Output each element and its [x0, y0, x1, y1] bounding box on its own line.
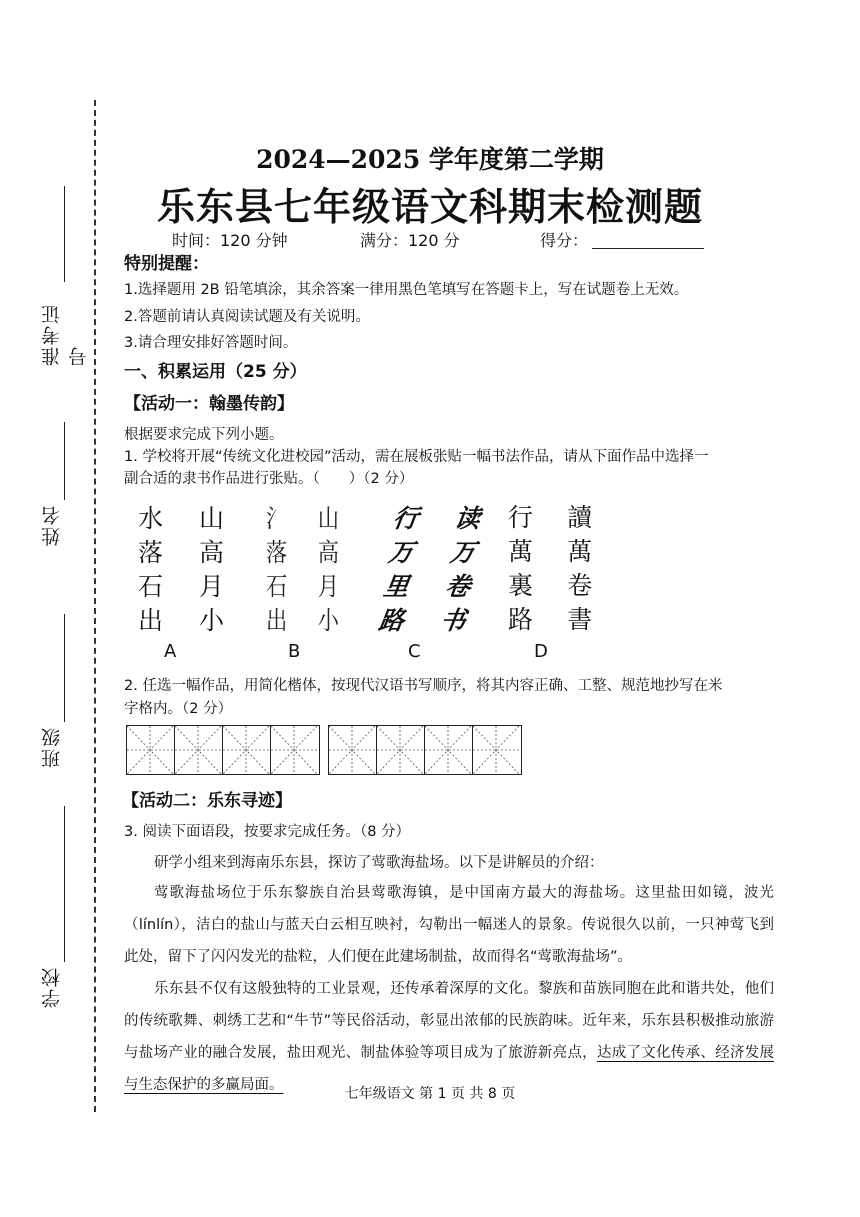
paragraph-intro: 研学小组来到海南乐东县，探访了莺歌海盐场。以下是讲解员的介绍： [154, 855, 604, 871]
school-field [38, 806, 78, 1016]
full-score-info: 满分：120 分 [360, 231, 460, 250]
mi-grid-right[interactable] [328, 725, 522, 775]
mi-cell[interactable] [329, 726, 377, 774]
option-d-label: D [534, 641, 548, 662]
class-line[interactable] [64, 614, 65, 722]
artwork-line: 路 書 [508, 607, 607, 634]
name-field [38, 422, 78, 572]
artwork-line: 石 月 [266, 572, 351, 601]
mi-guide-lines [127, 726, 173, 774]
exam-title: 乐东县七年级语文科期末检测题 [156, 184, 703, 229]
question-2-line1: 2. 任选一幅作品，用简化楷体，按现代汉语书写顺序，将其内容正确、工整、规范地抄写在米 [124, 678, 723, 694]
option-c-artwork [376, 502, 496, 638]
artwork-line: 落 高 [138, 538, 238, 567]
mi-cell[interactable] [377, 726, 425, 774]
option-d-artwork [508, 502, 606, 638]
mi-cell[interactable] [425, 726, 473, 774]
notice-item: 1.选择题用 2B 铅笔填涂，其余答案一律用黑色笔填写在答题卡上，写在试题卷上无效。 [124, 282, 689, 298]
school-line[interactable] [64, 806, 65, 962]
score-label: 得分： [540, 231, 589, 250]
question-1-line2: 副合适的隶书作品进行张贴。（ ）（2 分） [124, 471, 414, 487]
mi-guide-lines [271, 726, 317, 774]
class-label: 班级 [41, 726, 63, 768]
artwork-line: 行 读 [391, 504, 496, 533]
notice-item: 2.答题前请认真阅读试题及有关说明。 [124, 309, 370, 325]
mi-guide-lines [175, 726, 221, 774]
artwork-line: 裏 卷 [508, 573, 607, 600]
cut-line [94, 100, 96, 1112]
score-field [540, 228, 704, 251]
artwork-line: 落 高 [266, 538, 351, 567]
option-a-label: A [164, 641, 177, 662]
paragraph-culture [124, 973, 774, 1101]
mi-guide-lines [223, 726, 269, 774]
artwork-line: 出 小 [266, 606, 351, 635]
artwork-line: 出 小 [138, 606, 238, 635]
artwork-line: 行 讀 [508, 505, 607, 532]
artwork-line: 万 万 [386, 538, 492, 567]
mi-cell[interactable] [473, 726, 521, 774]
option-b-label: B [288, 641, 301, 662]
question-1-line1: 1. 学校将开展“传统文化进校园”活动，需在展板张贴一幅书法作品，请从下面作品中选择一 [124, 449, 709, 465]
time-info: 时间：120 分钟 [172, 231, 288, 250]
underlined-sentence: 达成了文化传承、经济发展与生态保护的多赢局面。 [124, 1045, 775, 1093]
mi-cell[interactable] [175, 726, 223, 774]
school-label: 学校 [41, 966, 63, 1008]
question-3: 3. 阅读下面语段，按要求完成任务。（8 分） [124, 824, 411, 840]
mi-cell[interactable] [127, 726, 175, 774]
name-label: 姓名 [41, 504, 63, 546]
artwork-line: 石 月 [138, 572, 238, 601]
instruction-text: 根据要求完成下列小题。 [124, 427, 284, 443]
notice-item: 3.请合理安排好答题时间。 [124, 335, 298, 351]
mi-guide-lines [377, 726, 423, 774]
activity-one-heading: 【活动一：翰墨传韵】 [124, 394, 294, 414]
exam-id-label: 准考证号 [41, 303, 90, 366]
artwork-line: 路 书 [376, 606, 482, 635]
mi-grid-left[interactable] [126, 725, 320, 775]
question-2-line2: 字格内。（2 分） [124, 701, 233, 717]
term-title: 2024—2025 学年度第二学期 [256, 145, 604, 174]
notice-heading: 特别提醒： [124, 254, 209, 274]
mi-guide-lines [425, 726, 471, 774]
mi-cell[interactable] [223, 726, 271, 774]
mi-guide-lines [473, 726, 519, 774]
class-field [38, 614, 78, 774]
artwork-line: 水 山 [138, 504, 238, 533]
name-line[interactable] [64, 422, 65, 500]
section-heading: 一、积累运用（25 分） [124, 362, 307, 382]
paragraph-culture-text: 乐东县不仅有这般独特的工业景观，还传承着深厚的文化。黎族和苗族同胞在此和谐共处，他们的传统歌舞、刺绣工艺和“牛节”等民俗活动，彰显出浓郁的民族韵味。近年来，乐东县积极推动旅游与盐场产业的融合发展，盐田观光、制盐体验等项目成为了旅游新亮点， [124, 981, 774, 1061]
score-blank[interactable] [592, 234, 704, 249]
option-a-artwork [138, 502, 238, 638]
artwork-line: 里 卷 [381, 572, 487, 601]
paragraph-saltfield: 莺歌海盐场位于乐东黎族自治县莺歌海镇，是中国南方最大的海盐场。这里盐田如镜，波光（línlín），洁白的盐山与蓝天白云相互映衬，勾勒出一幅迷人的景象。传说很久以前，一只神莺飞到此处，留下了闪闪发光的盐粒，人们便在此建场制盐，故而得名“莺歌海盐场”。 [124, 885, 774, 965]
mi-cell[interactable] [271, 726, 319, 774]
activity-two-heading: 【活动二：乐东寻迹】 [122, 791, 292, 811]
page-footer: 七年级语文 第 1 页 共 8 页 [344, 1086, 516, 1102]
option-b-artwork [266, 502, 351, 638]
mi-guide-lines [329, 726, 375, 774]
artwork-line: 萬 萬 [508, 539, 607, 566]
option-c-label: C [408, 641, 421, 662]
artwork-line: 氵 山 [266, 504, 351, 533]
